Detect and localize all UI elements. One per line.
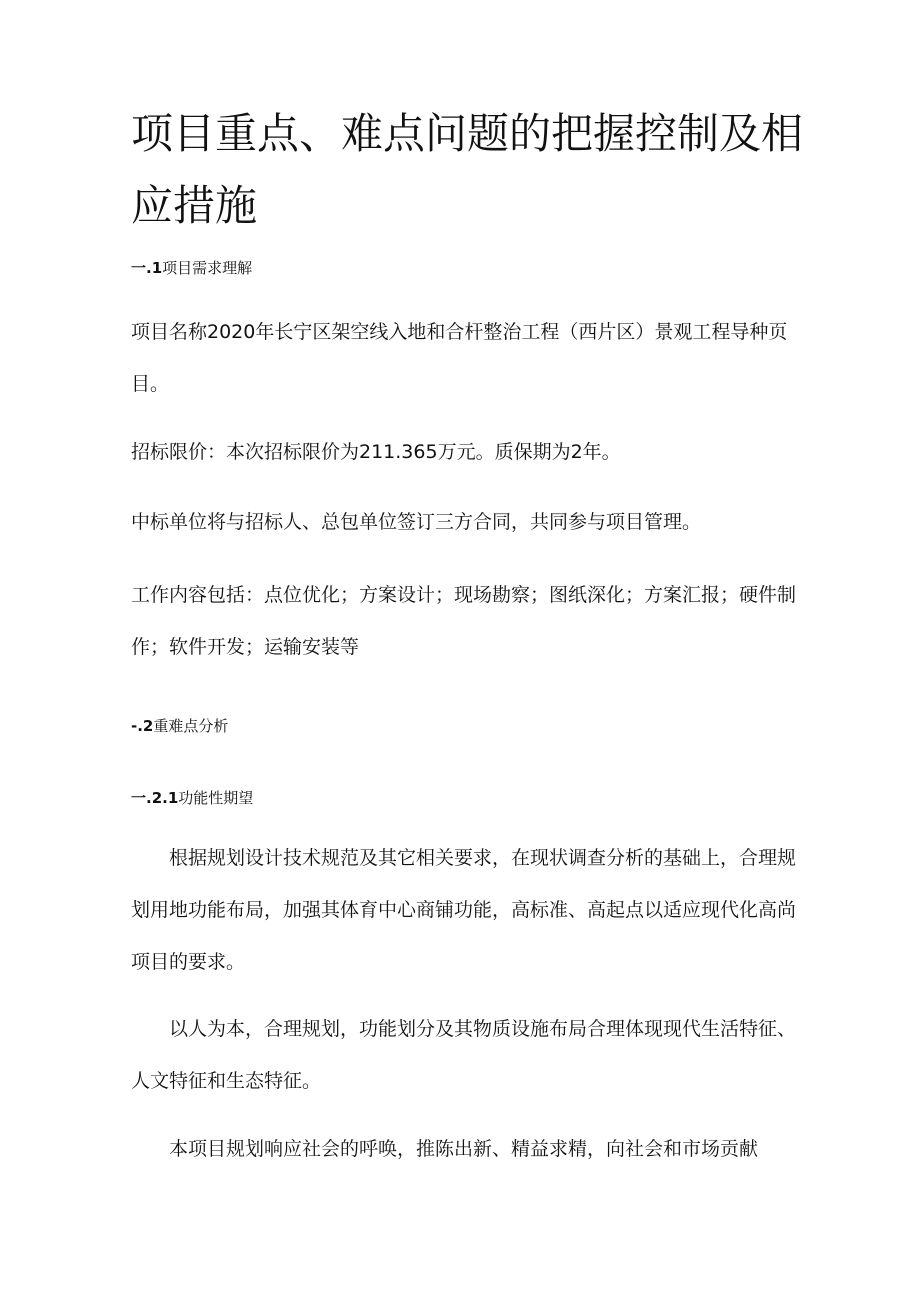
section-heading-2-1 xyxy=(131,788,253,808)
section-number: 一.2.1 xyxy=(131,789,179,807)
section-label: 项目需求理解 xyxy=(162,259,253,277)
work-content-paragraph: 工作内容包括：点位优化；方案设计；现场勘察；图纸深化；方案汇报；硬件制作；软件开发；运输安装等 xyxy=(131,584,797,658)
body-paragraph-3: 本项目规划响应社会的呼唤，推陈出新、精益求精，向社会和市场贡献 xyxy=(169,1138,759,1160)
contract-paragraph: 中标单位将与招标人、总包单位签订三方合同，共同参与项目管理。 xyxy=(131,511,702,533)
body-paragraph-1: 根据规划设计技术规范及其它相关要求，在现状调查分析的基础上，合理规划用地功能布局，加强其体育中心商铺功能，高标准、高起点以适应现代化高尚项目的要求。 xyxy=(131,847,797,973)
section-heading-2 xyxy=(131,716,228,736)
document-title: 项目重点、难点问题的把握控制及相应措施 xyxy=(131,109,804,230)
body-paragraph-2: 以人为本，合理规划，功能划分及其物质设施布局合理体现现代生活特征、人文特征和生态特征。 xyxy=(131,1018,797,1092)
section-heading-1 xyxy=(131,258,252,278)
bid-limit-paragraph: 招标限价：本次招标限价为211.365万元。质保期为2年。 xyxy=(131,441,621,463)
section-number: 一.1 xyxy=(131,259,163,277)
section-number: -.2 xyxy=(131,717,154,735)
section-label: 重难点分析 xyxy=(153,717,229,735)
section-label: 功能性期望 xyxy=(178,789,254,807)
project-name-paragraph: 项目名称2020年长宁区架空线入地和合杆整治工程（西片区）景观工程导种页目。 xyxy=(131,321,788,395)
